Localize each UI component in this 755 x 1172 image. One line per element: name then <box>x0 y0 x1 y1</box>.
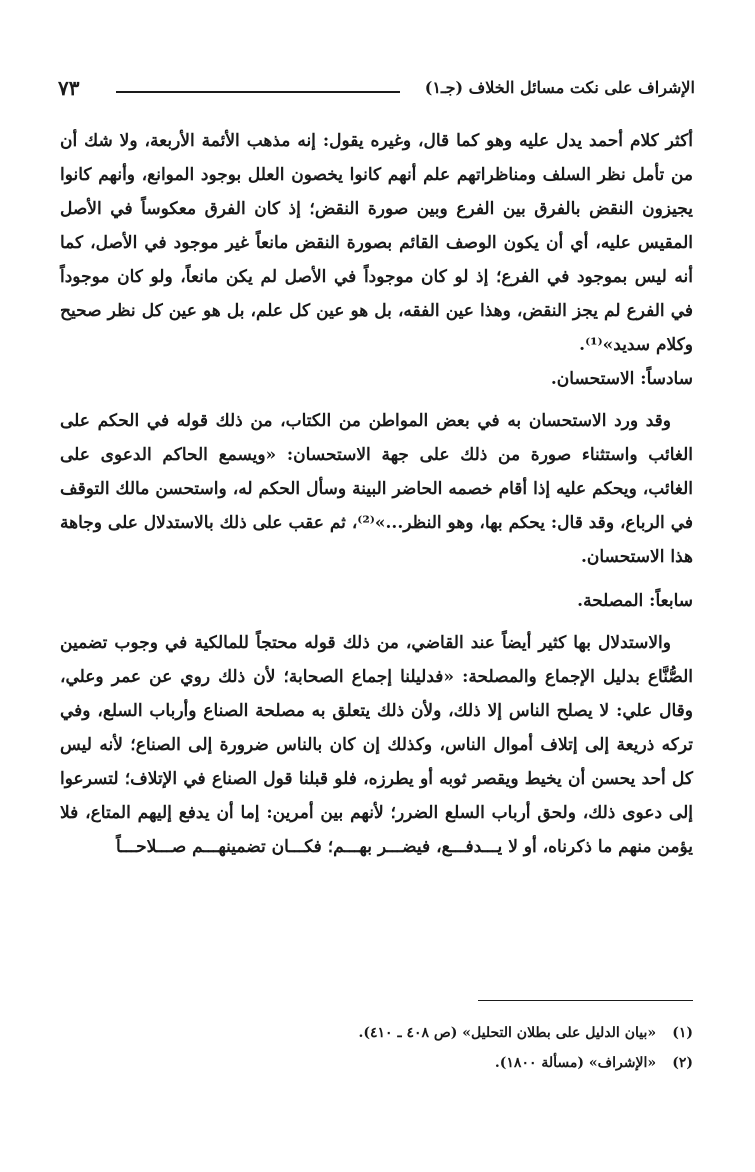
header-rule <box>116 91 400 93</box>
page-header <box>58 78 695 106</box>
running-title: الإشراف على نكت مسائل الخلاف (جـ١) <box>424 78 695 97</box>
footnotes <box>60 1018 693 1078</box>
paragraph-3: والاستدلال بها كثير أيضاً عند القاضي، من ذلك قوله محتجاً للمالكية في وجوب تضمين الصُّنَّاع بدليل الإجماع والمصلحة: «فدليلنا إجماع الصحابة؛ لأن ذلك روي عن عمر وعلي، وقال علي: لا يصلح الناس إلا ذلك، ولأن ذلك يتعلق به مصلحة الصناع وأرباب السلع، وفي تركه ذريعة إلى إتلاف أموال الناس، وكذلك إن كان بالناس ضرورة إلى الصناع؛ لأنه ليس كل أحد يحسن أن يخيط ويقصر ثوبه أو يطرزه، فلو قبلنا قول الصناع في الإتلاف؛ لتسرعوا إلى دعوى ذلك، ولحق أرباب السلع الضرر؛ لأنهم بين أمرين: إما أن يدفع إليهم المتاع، فلا يؤمن منهم ما ذكرناه، أو لا يـــدفـــع، فيضـــر بهـــم؛ فكـــان تضمينهـــم صـــلاحـــاً <box>60 633 693 857</box>
section-heading-7: سابعاً: المصلحة. <box>577 591 693 611</box>
footnote-mark: (٢) <box>672 1055 693 1071</box>
footnote-1 <box>60 1018 693 1048</box>
section-heading-6: سادساً: الاستحسان. <box>550 369 693 389</box>
body-text <box>60 124 693 864</box>
footnote-text: «بيان الدليل على بطلان التحليل» (ص ٤٠٨ ـ ٤١٠). <box>358 1025 657 1041</box>
footnote-mark: (١) <box>672 1025 693 1041</box>
footnote-text: «الإشراف» (مسألة ١٨٠٠). <box>494 1055 657 1071</box>
footnote-separator <box>478 1000 693 1001</box>
paragraph-1: أكثر كلام أحمد يدل عليه وهو كما قال، وغيره يقول: إنه مذهب الأئمة الأربعة، ولا شك أن من تأمل نظر السلف ومناظراتهم علم أنهم كانوا يخصون العلل بوجود الموانع، وأنهم كانوا يجيزون النقض بالفرق بين الفرع وبين صورة النقض؛ إذ كان الفرق معكوساً في الأصل المقيس عليه، أي أن يكون الوصف القائم بصورة النقض مانعاً غير موجود في الأصل، كما أنه ليس بموجود في الفرع؛ إذ لو كان موجوداً في الأصل لم يكن مانعاً، ولو كان موجوداً في الفرع لم يجز النقض، وهذا عين الفقه، بل هو عين كل علم، بل هو عين كل نظر صحيح وكلام سديد»⁽¹⁾. <box>60 131 693 355</box>
page-number: ٧٣ <box>58 76 80 100</box>
footnote-2 <box>60 1048 693 1078</box>
paragraph-2: وقد ورد الاستحسان به في بعض المواطن من الكتاب، من ذلك قوله في الحكم على الغائب واستثناء صورة من ذلك على جهة الاستحسان: «ويسمع الحاكم الدعوى على الغائب، ويحكم عليه إذا أقام خصمه الحاضر البينة وسأل الحكم له، واستحسن مالك التوقف في الرباع، وقد قال: يحكم بها، وهو النظر...»⁽²⁾، ثم عقب على ذلك بالاستدلال على وجاهة هذا الاستحسان. <box>60 411 693 567</box>
